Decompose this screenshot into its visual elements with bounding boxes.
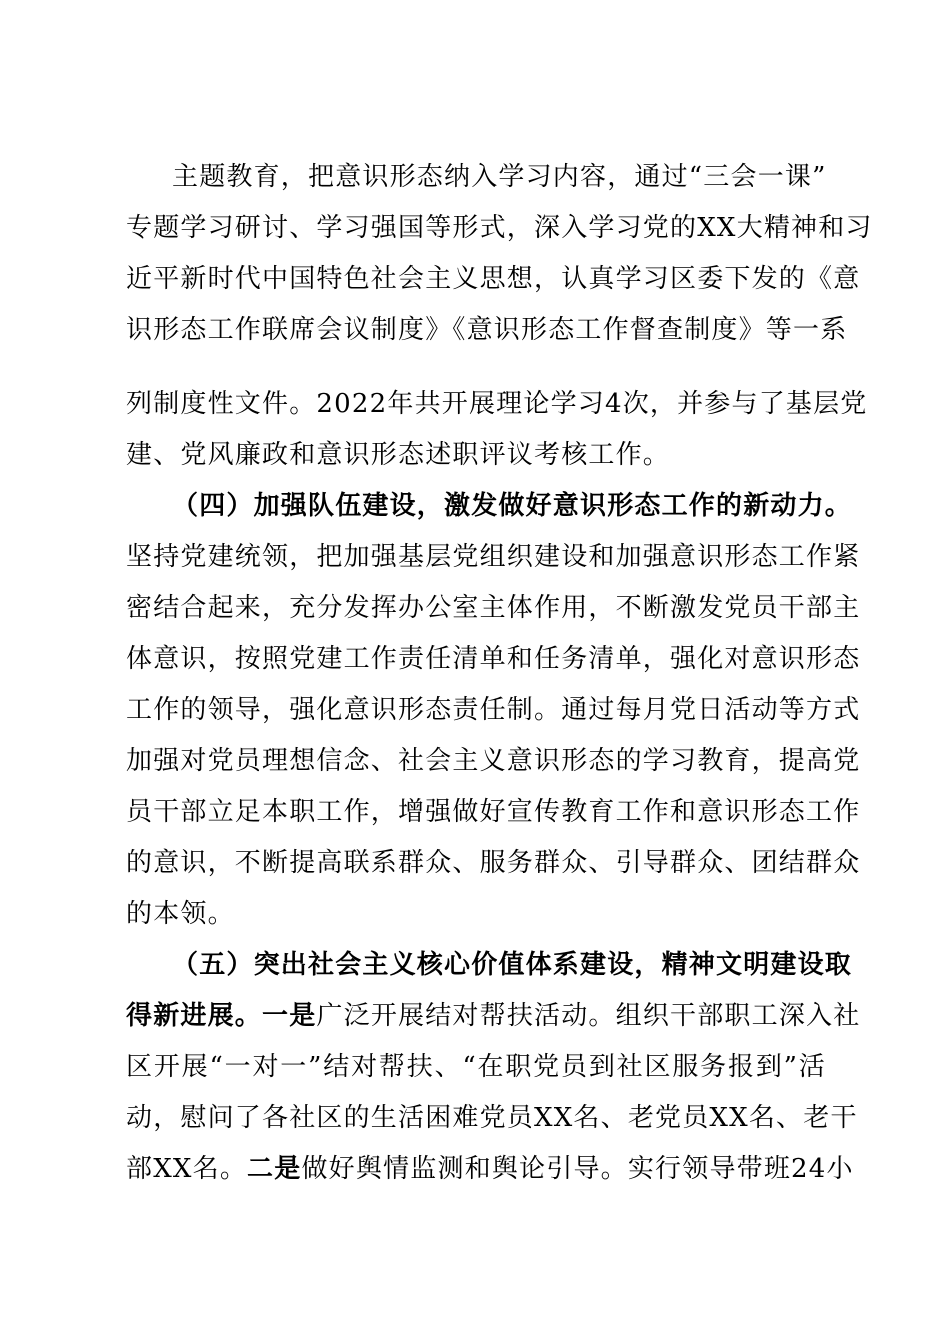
paragraph-line: 工作的领导，强化意识形态责任制。通过每月党日活动等方式: [126, 695, 861, 725]
paragraph-line: 坚持党建统领，把加强基层党组织建设和加强意识形态工作紧: [126, 542, 861, 572]
paragraph-line: 列制度性文件。2022年共开展理论学习4次，并参与了基层党: [126, 389, 868, 419]
paragraph-line: 专题学习研讨、学习强国等形式，深入学习党的XX大精神和习: [126, 213, 873, 243]
paragraph-line: 员干部立足本职工作，增强做好宣传教育工作和意识形态工作: [126, 797, 861, 827]
section-heading-4: （四）加强队伍建设，激发做好意识形态工作的新动力。: [172, 491, 853, 521]
paragraph-line: 主题教育，把意识形态纳入学习内容，通过“三会一课”: [172, 162, 827, 192]
paragraph-line: 区开展“一对一”结对帮扶、“在职党员到社区服务报到”活: [126, 1052, 826, 1082]
paragraph-line: 近平新时代中国特色社会主义思想，认真学习区委下发的《意: [126, 264, 861, 294]
item-text: 广泛开展结对帮扶活动。组织干部职工深入社: [316, 1001, 861, 1031]
paragraph-line: 识形态工作联席会议制度》《意识形态工作督查制度》等一系: [126, 315, 848, 345]
item-text: 做好舆情监测和舆论引导。实行领导带班24小: [301, 1154, 854, 1184]
paragraph-line: 的意识，不断提高联系群众、服务群众、引导群众、团结群众: [126, 848, 861, 878]
paragraph-line: 建、党风廉政和意识形态述职评议考核工作。: [126, 440, 671, 470]
paragraph-line: [126, 1154, 854, 1184]
paragraph-line: 动，慰问了各社区的生活困难党员XX名、老党员XX名、老干: [126, 1103, 858, 1133]
item-text: 部XX名。: [126, 1154, 248, 1184]
item-marker-2: 二是: [247, 1154, 302, 1184]
section-heading-5: （五）突出社会主义核心价值体系建设，精神文明建设取: [172, 950, 853, 980]
paragraph-line: [126, 1001, 861, 1031]
heading-continuation: 得新进展。: [126, 1001, 263, 1031]
paragraph-line: 密结合起来，充分发挥办公室主体作用，不断激发党员干部主: [126, 593, 861, 623]
paragraph-line: 加强对党员理想信念、社会主义意识形态的学习教育，提高党: [126, 746, 861, 776]
paragraph-line: 体意识，按照党建工作责任清单和任务清单，强化对意识形态: [126, 644, 861, 674]
item-marker-1: 一是: [262, 1001, 317, 1031]
paragraph-line: 的本领。: [126, 899, 235, 929]
